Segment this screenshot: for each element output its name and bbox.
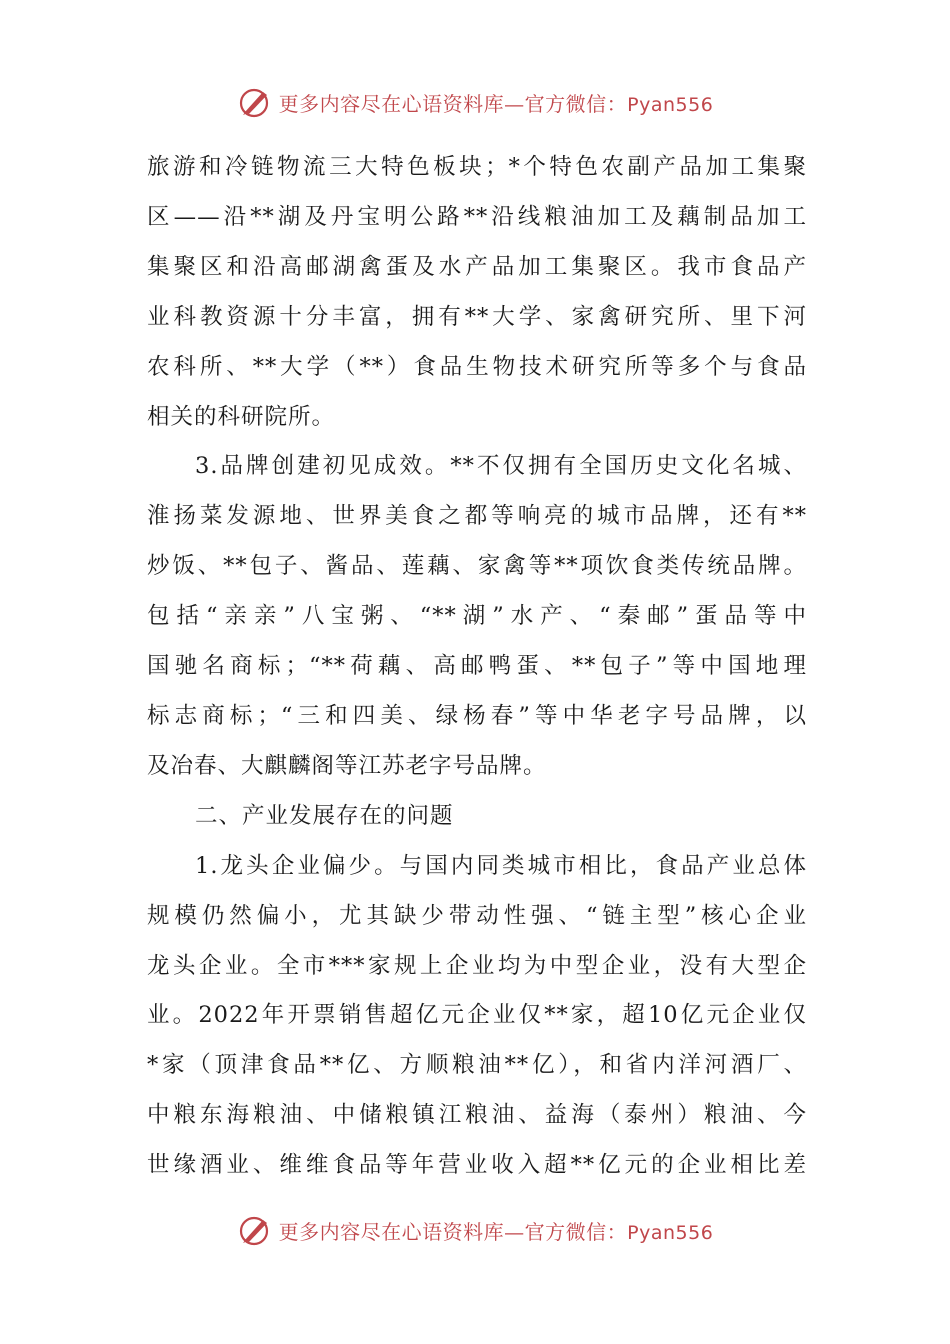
text-line: *家（顶津食品**亿、方顺粮油**亿），和省内洋河酒厂、: [147, 1052, 807, 1079]
text-line: 龙头企业。全市***家规上企业均为中型企业，没有大型企: [147, 952, 807, 979]
text-line: 淮扬菜发源地、世界美食之都等响亮的城市品牌，还有**: [147, 503, 807, 530]
text-line: 包括“亲亲”八宝粥、“**湖”水产、“秦邮”蛋品等中: [147, 603, 807, 630]
pen-logo-icon: [237, 84, 273, 120]
text-line: 旅游和冷链物流三大特色板块；*个特色农副产品加工集聚: [147, 154, 807, 180]
watermark-text: 更多内容尽在心语资料库—官方微信：Pyan556: [278, 1219, 714, 1244]
section-heading: 二、产业发展存在的问题: [195, 802, 454, 829]
text-line: 农科所、**大学（**）食品生物技术研究所等多个与食品: [147, 353, 807, 380]
text-line: 相关的科研院所。: [147, 403, 336, 430]
wechat-id: Pyan556: [627, 93, 714, 116]
text-line: 业科教资源十分丰富，拥有**大学、家禽研究所、里下河: [147, 303, 807, 330]
text-line: 规模仍然偏小，尤其缺少带动性强、“链主型”核心企业: [147, 902, 807, 929]
text-line: 炒饭、**包子、酱品、莲藕、家禽等**项饮食类传统品牌。: [147, 553, 807, 580]
document-body: [147, 143, 807, 1191]
text-line: 集聚区和沿高邮湖禽蛋及水产品加工集聚区。我市食品产: [147, 253, 807, 280]
text-line: 区——沿**湖及丹宝明公路**沿线粮油加工及藕制品加工: [147, 203, 807, 230]
footer-watermark-banner: [0, 1208, 950, 1252]
pen-logo-icon: [237, 1212, 273, 1248]
wechat-id: Pyan556: [627, 1221, 714, 1244]
text-line: 世缘酒业、维维食品等年营业收入超**亿元的企业相比差: [147, 1152, 807, 1179]
watermark-text: 更多内容尽在心语资料库—官方微信：Pyan556: [278, 91, 714, 116]
header-watermark-banner: [0, 80, 950, 124]
text-line: 1.龙头企业偏少。与国内同类城市相比，食品产业总体: [195, 852, 807, 879]
text-line: 中粮东海粮油、中储粮镇江粮油、益海（泰州）粮油、今: [147, 1102, 807, 1129]
text-line: 业。2022年开票销售超亿元企业仅**家，超10亿元企业仅: [147, 1002, 807, 1029]
text-line: 标志商标；“三和四美、绿杨春”等中华老字号品牌，以: [147, 702, 807, 729]
text-line: 及冶春、大麒麟阁等江苏老字号品牌。: [147, 752, 547, 779]
text-line: 3.品牌创建初见成效。**不仅拥有全国历史文化名城、: [195, 453, 807, 480]
text-line: 国驰名商标；“**荷藕、高邮鸭蛋、**包子”等中国地理: [147, 653, 807, 680]
